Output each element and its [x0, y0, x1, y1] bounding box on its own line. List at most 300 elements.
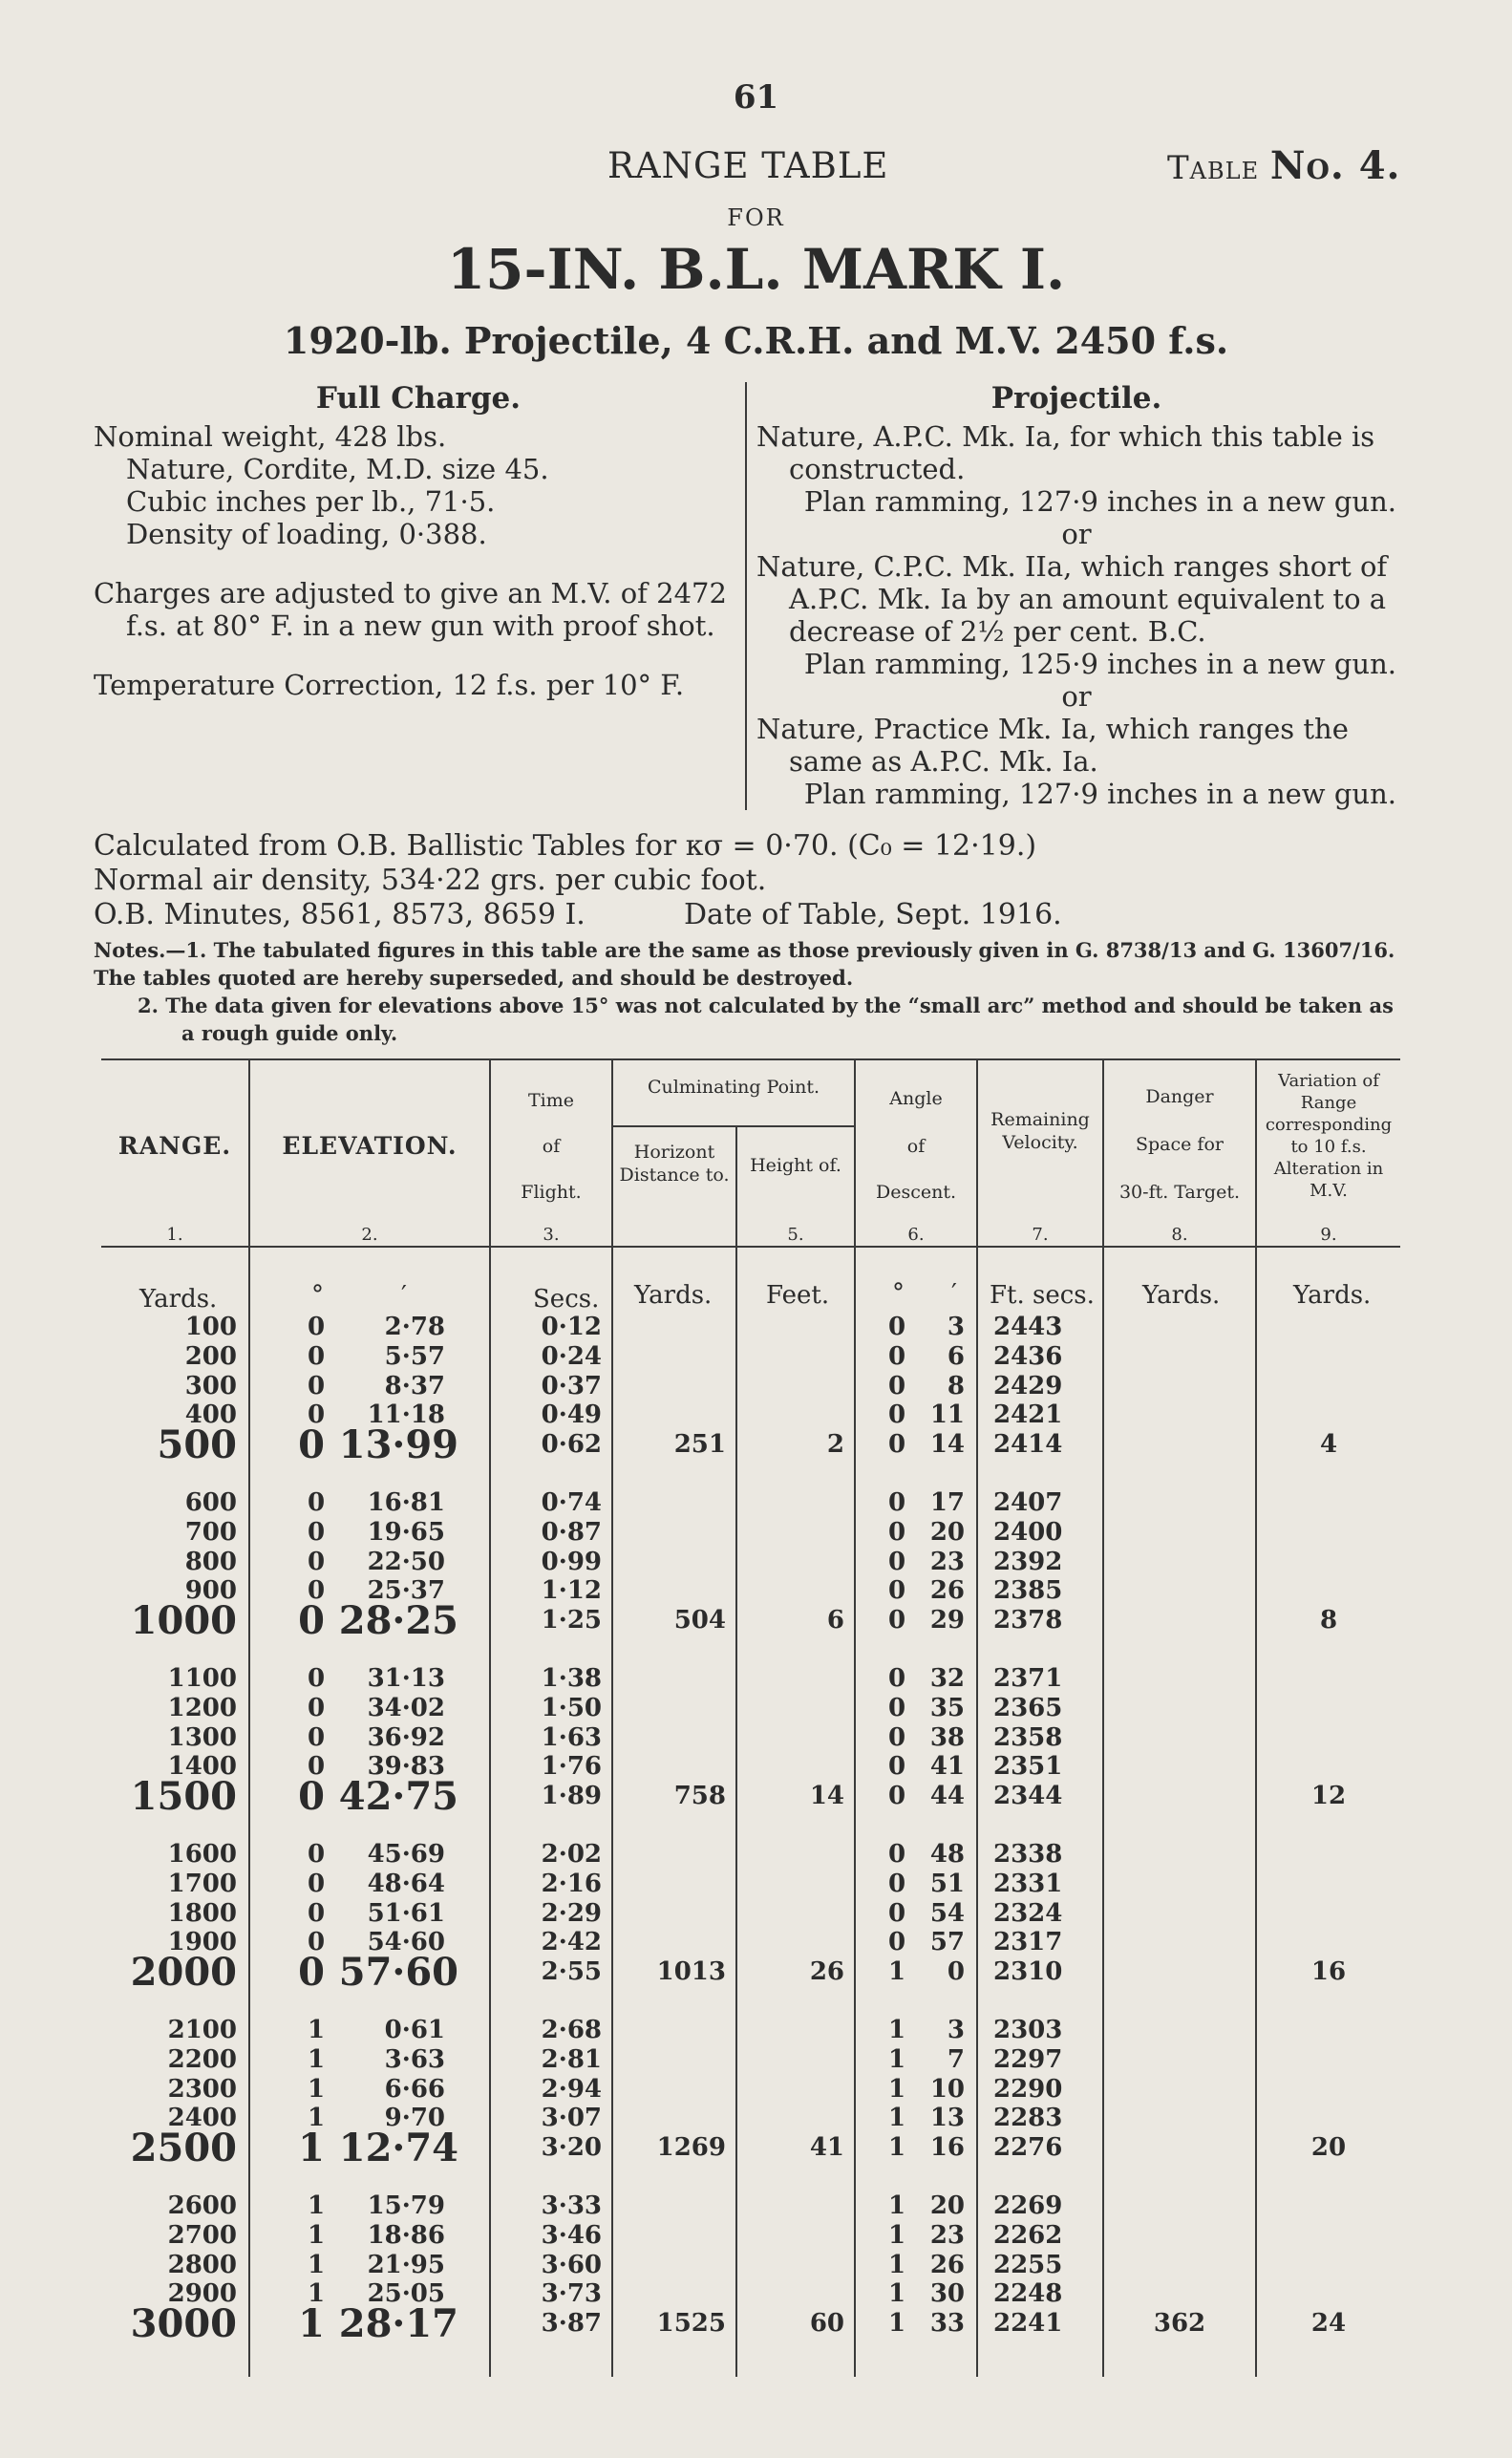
range-cell: 500: [157, 1422, 237, 1468]
range-cell: 300: [184, 1371, 237, 1400]
descent-degrees-cell: 0: [887, 1722, 906, 1752]
title-for: FOR: [727, 204, 785, 231]
col-number-3: 3.: [543, 1225, 560, 1245]
range-cell: 900: [184, 1576, 237, 1606]
range-cell: 1400: [167, 1752, 237, 1782]
variation-cell: 24: [1310, 2309, 1347, 2339]
velocity-cell: 2248: [993, 2279, 1063, 2309]
elevation-degrees-cell: 0: [307, 1576, 326, 1606]
velocity-cell: 2351: [993, 1752, 1063, 1782]
velocity-cell: 2358: [993, 1722, 1063, 1752]
descent-minutes-cell: 32: [929, 1664, 965, 1693]
elevation-degrees-cell: 0: [307, 1928, 326, 1957]
descent-degrees-cell: 1: [887, 2279, 906, 2309]
plan-ramming-1: Plan ramming, 127·9 inches in a new gun.: [803, 485, 1396, 518]
or-1: or: [1061, 518, 1092, 550]
horizontal-distance-cell: 251: [673, 1430, 726, 1460]
elevation-degrees-cell: 0: [307, 1547, 326, 1576]
descent-minutes-cell: 17: [929, 1488, 965, 1517]
col-number-1: 1.: [166, 1225, 183, 1245]
full-charge-section: [94, 382, 743, 701]
velocity-cell: 2290: [993, 2074, 1063, 2104]
elevation-minutes-cell: 9·70: [384, 2104, 445, 2133]
header-angle-3: Descent.: [875, 1182, 957, 1203]
time-cell: 2·55: [541, 1957, 602, 1987]
ballistic-tables-line: Calculated from O.B. Ballistic Tables for κσ = 0·70. (C₀ = 12·19.): [94, 829, 1037, 863]
range-cell: 2700: [167, 2220, 237, 2250]
elevation-degrees-cell: 1: [307, 2250, 326, 2279]
unit-elevation-minutes: ′: [401, 1281, 407, 1310]
elevation-degrees-cell: 0: [298, 1950, 325, 1996]
range-cell: 2800: [167, 2250, 237, 2279]
column-divider: [745, 382, 747, 810]
velocity-cell: 2255: [993, 2250, 1063, 2279]
elevation-minutes-cell: 34·02: [367, 1693, 445, 1722]
elevation-minutes-cell: 22·50: [367, 1547, 445, 1576]
ob-minutes: O.B. Minutes, 8561, 8573, 8659 I.: [94, 898, 586, 931]
time-cell: 0·99: [541, 1547, 602, 1576]
descent-degrees-cell: 0: [887, 1898, 906, 1928]
projectile-heading: Projectile.: [990, 381, 1162, 416]
velocity-cell: 2436: [993, 1341, 1063, 1371]
descent-minutes-cell: 11: [929, 1400, 965, 1430]
elevation-degrees-cell: 0: [307, 1313, 326, 1341]
descent-minutes-cell: 20: [929, 1517, 965, 1547]
unit-time: Secs.: [533, 1285, 600, 1314]
time-cell: 3·20: [541, 2133, 602, 2163]
range-cell: 700: [184, 1517, 237, 1547]
elevation-degrees-cell: 1: [307, 2044, 326, 2074]
time-cell: 2·29: [541, 1898, 602, 1928]
descent-minutes-cell: 23: [929, 1547, 965, 1576]
descent-minutes-cell: 29: [929, 1606, 965, 1635]
descent-minutes-cell: 8: [947, 1371, 965, 1400]
note-2: 2. The data given for elevations above 15° was not calculated by the “small arc” method and should be taken as a rough guide only.: [138, 994, 1394, 1045]
range-cell: 1000: [130, 1598, 237, 1644]
velocity-cell: 2262: [993, 2220, 1063, 2250]
header-danger-1: Danger: [1145, 1086, 1214, 1107]
horizontal-distance-cell: 1013: [656, 1957, 726, 1987]
col-number-2: 2.: [361, 1225, 378, 1245]
header-danger-3: 30-ft. Target.: [1118, 1182, 1241, 1203]
time-cell: 2·42: [541, 1928, 602, 1957]
time-cell: 1·38: [541, 1664, 602, 1693]
descent-degrees-cell: 1: [887, 2133, 906, 2163]
danger-space-cell: 362: [1153, 2309, 1206, 2339]
variation-cell: 20: [1310, 2133, 1347, 2163]
elevation-degrees-cell: 1: [307, 2104, 326, 2133]
height-cell: 26: [809, 1957, 844, 1987]
elevation-degrees-cell: 1: [298, 2126, 325, 2171]
descent-degrees-cell: 0: [887, 1341, 906, 1371]
table-number-label: [1167, 143, 1400, 188]
charge-nature: Nature, Cordite, M.D. size 45.: [126, 453, 549, 485]
table-no: No. 4.: [1269, 143, 1401, 188]
gun-title: 15-IN. B.L. MARK I.: [446, 237, 1066, 302]
projectile-nature-2: Nature, C.P.C. Mk. IIa, which ranges short of A.P.C. Mk. Ia by an amount equivalent to a decrease of 2½ per cent. B.C.: [756, 550, 1388, 648]
descent-degrees-cell: 0: [887, 1606, 906, 1635]
elevation-minutes-cell: 45·69: [367, 1840, 445, 1869]
elevation-degrees-cell: 0: [307, 1693, 326, 1722]
descent-degrees-cell: 0: [887, 1840, 906, 1869]
descent-minutes-cell: 26: [929, 2250, 965, 2279]
elevation-minutes-cell: 25·05: [367, 2279, 445, 2309]
time-cell: 0·87: [541, 1517, 602, 1547]
elevation-minutes-cell: 39·83: [367, 1752, 445, 1782]
header-danger-2: Space for: [1136, 1134, 1224, 1155]
descent-minutes-cell: 0: [947, 1957, 965, 1987]
velocity-cell: 2310: [993, 1957, 1063, 1987]
velocity-cell: 2276: [993, 2133, 1063, 2163]
velocity-cell: 2443: [993, 1313, 1063, 1341]
header-elevation: ELEVATION.: [282, 1132, 458, 1160]
col-number-9: 9.: [1320, 1225, 1337, 1245]
velocity-cell: 2297: [993, 2044, 1063, 2074]
elevation-degrees-cell: 0: [298, 1422, 325, 1468]
time-cell: 0·49: [541, 1400, 602, 1430]
time-cell: 1·89: [541, 1782, 602, 1811]
elevation-minutes-cell: 3·63: [384, 2044, 445, 2074]
elevation-minutes-cell: 21·95: [367, 2250, 445, 2279]
full-charge-heading: Full Charge.: [315, 381, 522, 416]
elevation-minutes-cell: 8·37: [384, 1371, 445, 1400]
elevation-degrees-cell: 0: [307, 1664, 326, 1693]
descent-degrees-cell: 0: [887, 1313, 906, 1341]
elevation-degrees-cell: 0: [307, 1400, 326, 1430]
range-cell: 2100: [167, 2016, 237, 2044]
range-cell: 1600: [167, 1840, 237, 1869]
velocity-cell: 2338: [993, 1840, 1063, 1869]
elevation-degrees-cell: 0: [298, 1598, 325, 1644]
elevation-degrees-cell: 0: [298, 1774, 325, 1820]
descent-minutes-cell: 13: [929, 2104, 965, 2133]
unit-horizontal: Yards.: [634, 1281, 713, 1310]
elevation-minutes-cell: 16·81: [367, 1488, 445, 1517]
elevation-minutes-cell: 42·75: [338, 1774, 458, 1820]
projectile-nature-3: Nature, Practice Mk. Ia, which ranges the same as A.P.C. Mk. Ia.: [756, 713, 1349, 778]
elevation-minutes-cell: 36·92: [367, 1722, 445, 1752]
descent-degrees-cell: 1: [887, 2074, 906, 2104]
descent-degrees-cell: 0: [887, 1928, 906, 1957]
header-angle-2: of: [906, 1136, 926, 1157]
table-date: Date of Table, Sept. 1916.: [684, 898, 1062, 931]
header-time-2: of: [542, 1136, 561, 1157]
range-cell: 1800: [167, 1898, 237, 1928]
descent-degrees-cell: 0: [887, 1869, 906, 1898]
velocity-cell: 2400: [993, 1517, 1063, 1547]
header-angle-1: Angle: [889, 1088, 943, 1109]
descent-degrees-cell: 0: [887, 1693, 906, 1722]
descent-degrees-cell: 1: [887, 2191, 906, 2220]
calculation-info: [94, 829, 1412, 932]
descent-degrees-cell: 1: [887, 1957, 906, 1987]
unit-descent-minutes: ′: [951, 1279, 957, 1308]
descent-minutes-cell: 26: [929, 1576, 965, 1606]
unit-velocity: Ft. secs.: [990, 1281, 1095, 1310]
notes: [94, 936, 1402, 1047]
elevation-degrees-cell: 1: [307, 2074, 326, 2104]
descent-minutes-cell: 30: [929, 2279, 965, 2309]
elevation-minutes-cell: 0·61: [384, 2016, 445, 2044]
header-variation: Variation of Range corresponding to 10 f.s. Alteration in M.V.: [1265, 1071, 1393, 1201]
descent-minutes-cell: 44: [929, 1782, 965, 1811]
elevation-minutes-cell: 25·37: [367, 1576, 445, 1606]
height-cell: 2: [826, 1430, 844, 1460]
elevation-degrees-cell: 0: [307, 1898, 326, 1928]
range-cell: 1700: [167, 1869, 237, 1898]
descent-degrees-cell: 0: [887, 1664, 906, 1693]
variation-cell: 4: [1319, 1430, 1338, 1460]
elevation-degrees-cell: 0: [307, 1840, 326, 1869]
descent-degrees-cell: 1: [887, 2220, 906, 2250]
air-density-line: Normal air density, 534·22 grs. per cubic foot.: [94, 864, 767, 897]
time-cell: 2·81: [541, 2044, 602, 2074]
velocity-cell: 2241: [993, 2309, 1063, 2339]
descent-minutes-cell: 10: [929, 2074, 965, 2104]
descent-degrees-cell: 0: [887, 1488, 906, 1517]
elevation-minutes-cell: 48·64: [367, 1869, 445, 1898]
range-table-title: RANGE TABLE: [607, 145, 889, 186]
velocity-cell: 2378: [993, 1606, 1063, 1635]
descent-degrees-cell: 1: [887, 2309, 906, 2339]
unit-variation: Yards.: [1293, 1281, 1372, 1310]
time-cell: 3·07: [541, 2104, 602, 2133]
elevation-degrees-cell: 1: [307, 2191, 326, 2220]
range-cell: 800: [184, 1547, 237, 1576]
elevation-minutes-cell: 19·65: [367, 1517, 445, 1547]
time-cell: 1·50: [541, 1693, 602, 1722]
table-header-rule: [101, 1246, 1400, 1248]
descent-minutes-cell: 20: [929, 2191, 965, 2220]
header-time-1: Time: [527, 1090, 574, 1111]
horizontal-distance-cell: 1269: [656, 2133, 726, 2163]
descent-minutes-cell: 51: [929, 1869, 965, 1898]
descent-degrees-cell: 1: [887, 2250, 906, 2279]
col-divider-1: [248, 1058, 250, 2377]
unit-range: Yards.: [139, 1285, 218, 1314]
plan-ramming-2: Plan ramming, 125·9 inches in a new gun.: [803, 648, 1396, 680]
time-cell: 0·37: [541, 1371, 602, 1400]
velocity-cell: 2365: [993, 1693, 1063, 1722]
descent-degrees-cell: 0: [887, 1371, 906, 1400]
elevation-minutes-cell: 31·13: [367, 1664, 445, 1693]
velocity-cell: 2283: [993, 2104, 1063, 2133]
time-cell: 2·68: [541, 2016, 602, 2044]
header-range: RANGE.: [117, 1132, 232, 1160]
elevation-minutes-cell: 13·99: [338, 1422, 458, 1468]
height-cell: 6: [826, 1606, 844, 1635]
velocity-cell: 2414: [993, 1430, 1063, 1460]
minutes-date-line: [94, 898, 1412, 932]
descent-minutes-cell: 48: [929, 1840, 965, 1869]
range-cell: 200: [184, 1341, 237, 1371]
height-cell: 14: [809, 1782, 844, 1811]
descent-minutes-cell: 54: [929, 1898, 965, 1928]
time-cell: 3·87: [541, 2309, 602, 2339]
descent-degrees-cell: 0: [887, 1517, 906, 1547]
unit-elevation-degrees: °: [311, 1281, 324, 1310]
elevation-degrees-cell: 0: [307, 1869, 326, 1898]
range-cell: 2300: [167, 2074, 237, 2104]
elevation-minutes-cell: 54·60: [367, 1928, 445, 1957]
elevation-minutes-cell: 11·18: [367, 1400, 445, 1430]
elevation-minutes-cell: 18·86: [367, 2220, 445, 2250]
time-cell: 1·12: [541, 1576, 602, 1606]
descent-minutes-cell: 16: [929, 2133, 965, 2163]
time-cell: 2·02: [541, 1840, 602, 1869]
descent-degrees-cell: 0: [887, 1752, 906, 1782]
elevation-degrees-cell: 1: [307, 2279, 326, 2309]
velocity-cell: 2407: [993, 1488, 1063, 1517]
header-height: Height of.: [750, 1155, 841, 1176]
time-cell: 3·60: [541, 2250, 602, 2279]
height-cell: 41: [809, 2133, 844, 2163]
projectile-section: [756, 382, 1396, 810]
table-top-rule: [101, 1058, 1400, 1060]
col-number-6: 6.: [907, 1225, 925, 1245]
time-cell: 2·16: [541, 1869, 602, 1898]
range-cell: 2500: [130, 2126, 237, 2171]
velocity-cell: 2392: [993, 1547, 1063, 1576]
range-cell: 2200: [167, 2044, 237, 2074]
col-divider-8: [1255, 1058, 1257, 2377]
descent-degrees-cell: 1: [887, 2044, 906, 2074]
descent-minutes-cell: 33: [929, 2309, 965, 2339]
elevation-degrees-cell: 1: [307, 2220, 326, 2250]
range-cell: 600: [184, 1488, 237, 1517]
time-cell: 3·46: [541, 2220, 602, 2250]
horizontal-distance-cell: 1525: [656, 2309, 726, 2339]
range-cell: 2900: [167, 2279, 237, 2309]
col-number-8: 8.: [1171, 1225, 1188, 1245]
table-word: Table: [1167, 149, 1260, 187]
col-divider-5: [854, 1058, 856, 2377]
descent-degrees-cell: 1: [887, 2016, 906, 2044]
range-cell: 1900: [167, 1928, 237, 1957]
horizontal-distance-cell: 504: [673, 1606, 726, 1635]
velocity-cell: 2269: [993, 2191, 1063, 2220]
time-cell: 0·24: [541, 1341, 602, 1371]
elevation-minutes-cell: 12·74: [338, 2126, 458, 2171]
time-cell: 0·12: [541, 1313, 602, 1341]
col-divider-7: [1102, 1058, 1104, 2377]
range-cell: 3000: [130, 2301, 237, 2347]
elevation-minutes-cell: 15·79: [367, 2191, 445, 2220]
elevation-minutes-cell: 5·57: [384, 1341, 445, 1371]
plan-ramming-3: Plan ramming, 127·9 inches in a new gun.: [803, 778, 1396, 810]
descent-degrees-cell: 0: [887, 1547, 906, 1576]
elevation-degrees-cell: 0: [307, 1341, 326, 1371]
velocity-cell: 2421: [993, 1400, 1063, 1430]
descent-degrees-cell: 0: [887, 1576, 906, 1606]
descent-minutes-cell: 41: [929, 1752, 965, 1782]
unit-danger: Yards.: [1142, 1281, 1221, 1310]
elevation-minutes-cell: 51·61: [367, 1898, 445, 1928]
elevation-minutes-cell: 6·66: [384, 2074, 445, 2104]
elevation-minutes-cell: 28·17: [338, 2301, 458, 2347]
time-cell: 0·62: [541, 1430, 602, 1460]
range-cell: 2600: [167, 2191, 237, 2220]
descent-degrees-cell: 0: [887, 1782, 906, 1811]
descent-minutes-cell: 35: [929, 1693, 965, 1722]
range-cell: 1500: [130, 1774, 237, 1820]
header-remaining-velocity: Remaining Velocity.: [990, 1109, 1090, 1153]
col-number-7: 7.: [1032, 1225, 1049, 1245]
range-cell: 1100: [167, 1664, 237, 1693]
note-1: Notes.—1. The tabulated figures in this table are the same as those previously given in G. 8738/13 and G. 13607/16. The tables quoted are hereby superseded, and should be destroyed.: [94, 938, 1395, 990]
descent-minutes-cell: 14: [929, 1430, 965, 1460]
projectile-subtitle: 1920-lb. Projectile, 4 C.R.H. and M.V. 2450 f.s.: [283, 319, 1229, 362]
horizontal-distance-cell: 758: [673, 1782, 726, 1811]
range-cell: 1300: [167, 1722, 237, 1752]
descent-minutes-cell: 3: [947, 2016, 965, 2044]
elevation-degrees-cell: 0: [307, 1752, 326, 1782]
variation-cell: 8: [1319, 1606, 1338, 1635]
descent-minutes-cell: 38: [929, 1722, 965, 1752]
time-cell: 1·76: [541, 1752, 602, 1782]
time-cell: 2·94: [541, 2074, 602, 2104]
elevation-degrees-cell: 1: [298, 2301, 325, 2347]
elevation-minutes-cell: 57·60: [338, 1950, 458, 1996]
unit-height: Feet.: [766, 1281, 830, 1310]
elevation-degrees-cell: 0: [307, 1722, 326, 1752]
descent-minutes-cell: 6: [947, 1341, 965, 1371]
time-cell: 3·33: [541, 2191, 602, 2220]
page-number: 61: [733, 78, 779, 117]
descent-minutes-cell: 3: [947, 1313, 965, 1341]
descent-degrees-cell: 0: [887, 1400, 906, 1430]
descent-degrees-cell: 1: [887, 2104, 906, 2133]
velocity-cell: 2429: [993, 1371, 1063, 1400]
unit-descent-degrees: °: [892, 1279, 905, 1308]
cubic-inches: Cubic inches per lb., 71·5.: [126, 485, 496, 518]
nominal-weight: Nominal weight, 428 lbs.: [94, 420, 447, 453]
time-cell: 1·25: [541, 1606, 602, 1635]
velocity-cell: 2324: [993, 1898, 1063, 1928]
velocity-cell: 2331: [993, 1869, 1063, 1898]
col-divider-4: [735, 1125, 737, 2377]
time-cell: 1·63: [541, 1722, 602, 1752]
header-time-3: Flight.: [521, 1182, 582, 1203]
time-cell: 0·74: [541, 1488, 602, 1517]
time-cell: 3·73: [541, 2279, 602, 2309]
descent-minutes-cell: 7: [947, 2044, 965, 2074]
charges-adjusted: Charges are adjusted to give an M.V. of 2472 f.s. at 80° F. in a new gun with proof shot.: [94, 577, 727, 642]
descent-degrees-cell: 0: [887, 1430, 906, 1460]
elevation-degrees-cell: 0: [307, 1517, 326, 1547]
velocity-cell: 2344: [993, 1782, 1063, 1811]
elevation-minutes-cell: 28·25: [338, 1598, 458, 1644]
velocity-cell: 2371: [993, 1664, 1063, 1693]
density-loading: Density of loading, 0·388.: [126, 518, 487, 550]
variation-cell: 12: [1310, 1782, 1347, 1811]
elevation-degrees-cell: 1: [307, 2016, 326, 2044]
header-horizontal-distance: Horizont Distance to.: [619, 1142, 730, 1186]
range-cell: 2400: [167, 2104, 237, 2133]
range-cell: 400: [184, 1400, 237, 1430]
col-number-5: 5.: [787, 1225, 804, 1245]
velocity-cell: 2303: [993, 2016, 1063, 2044]
height-cell: 60: [809, 2309, 844, 2339]
culminating-rule: [611, 1125, 854, 1127]
header-culminating: Culminating Point.: [647, 1077, 820, 1098]
descent-minutes-cell: 23: [929, 2220, 965, 2250]
projectile-nature-1: Nature, A.P.C. Mk. Ia, for which this table is constructed.: [756, 420, 1375, 485]
or-2: or: [1061, 680, 1092, 713]
variation-cell: 16: [1310, 1957, 1347, 1987]
range-cell: 100: [184, 1313, 237, 1341]
velocity-cell: 2385: [993, 1576, 1063, 1606]
